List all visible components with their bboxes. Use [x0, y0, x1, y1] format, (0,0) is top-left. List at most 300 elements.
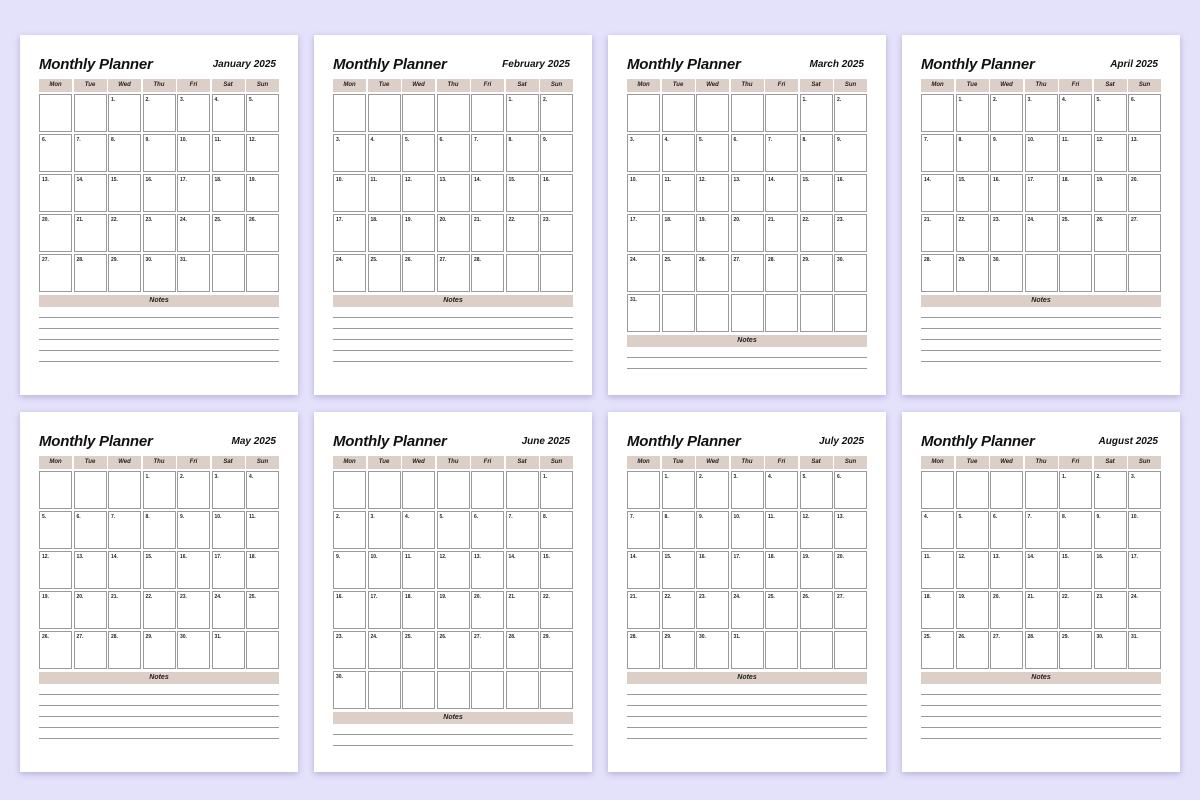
- week-row: [921, 631, 1161, 669]
- day-number: 24.: [214, 594, 222, 600]
- day-number: 7.: [474, 137, 479, 143]
- day-cell: [143, 471, 176, 509]
- week-row: [333, 671, 573, 709]
- day-cell: [540, 94, 573, 132]
- weekday-header: [627, 79, 867, 92]
- day-cell: [1094, 94, 1127, 132]
- day-number: 8.: [958, 137, 963, 143]
- day-number: 25.: [664, 257, 672, 263]
- day-cell: [662, 214, 695, 252]
- day-number: 9.: [1096, 514, 1101, 520]
- day-number: 16.: [145, 177, 153, 183]
- day-cell: [1059, 511, 1092, 549]
- day-number: 26.: [1096, 217, 1104, 223]
- day-number: 3.: [630, 137, 635, 143]
- day-number: 8.: [111, 137, 116, 143]
- day-number: 10.: [630, 177, 637, 183]
- week-row: [39, 174, 279, 212]
- day-cell: [1059, 254, 1092, 292]
- day-cell: [800, 511, 833, 549]
- week-row: [921, 591, 1161, 629]
- notes-header: Notes: [627, 335, 867, 347]
- day-number: 26.: [699, 257, 706, 263]
- day-number: 31.: [1131, 634, 1138, 640]
- day-number: 18.: [664, 217, 672, 223]
- day-number: 27.: [733, 257, 741, 263]
- day-number: 21.: [474, 217, 481, 223]
- planner-page: [902, 35, 1180, 395]
- notes-header: Notes: [39, 295, 279, 307]
- day-cell: [1059, 551, 1092, 589]
- weekday-header: [921, 456, 1161, 469]
- day-cell: [1025, 511, 1058, 549]
- day-cell: [471, 174, 504, 212]
- notes-line: [921, 716, 1161, 717]
- day-cell: [1094, 591, 1127, 629]
- weekday-header: [39, 456, 279, 469]
- day-number: 18.: [924, 594, 931, 600]
- weekday-label: Wed: [990, 79, 1023, 92]
- day-cell: [800, 214, 833, 252]
- day-cell: [731, 134, 764, 172]
- day-cell: [540, 174, 573, 212]
- planner-page: [314, 412, 592, 772]
- day-cell: [437, 471, 470, 509]
- day-number: 24.: [1131, 594, 1138, 600]
- day-number: 5.: [405, 137, 410, 143]
- day-cell: [471, 631, 504, 669]
- notes-header: Notes: [921, 295, 1161, 307]
- day-number: 17.: [180, 177, 187, 183]
- day-cell: [662, 254, 695, 292]
- day-number: 4.: [768, 474, 773, 480]
- day-number: 26.: [405, 257, 412, 263]
- day-cell: [143, 214, 176, 252]
- day-cell: [731, 631, 764, 669]
- day-number: 5.: [958, 514, 963, 520]
- day-cell: [1094, 134, 1127, 172]
- weekday-label: Mon: [333, 79, 366, 92]
- day-number: 19.: [439, 594, 447, 600]
- calendar-grid: [39, 79, 279, 362]
- week-row: [627, 631, 867, 669]
- weekday-label: Fri: [177, 79, 210, 92]
- weekday-label: Sun: [540, 456, 573, 469]
- day-cell: [921, 134, 954, 172]
- day-number: 15.: [111, 177, 118, 183]
- day-cell: [402, 254, 435, 292]
- notes-line: [627, 694, 867, 695]
- day-cell: [765, 511, 798, 549]
- day-cell: [765, 631, 798, 669]
- day-number: 23.: [1096, 594, 1104, 600]
- day-number: 17.: [214, 554, 222, 560]
- day-number: 19.: [699, 217, 706, 223]
- day-cell: [834, 94, 867, 132]
- weekday-label: Tue: [74, 79, 107, 92]
- notes-line: [627, 357, 867, 358]
- weekday-label: Wed: [402, 79, 435, 92]
- day-cell: [74, 591, 107, 629]
- notes-line: [921, 339, 1161, 340]
- day-cell: [1025, 631, 1058, 669]
- week-row: [921, 214, 1161, 252]
- day-number: 1.: [958, 97, 963, 103]
- page-title: Monthly Planner: [333, 433, 447, 450]
- weekday-label: Wed: [108, 456, 141, 469]
- day-number: 13.: [42, 177, 49, 183]
- day-cell: [402, 471, 435, 509]
- day-cell: [834, 471, 867, 509]
- day-number: 14.: [924, 177, 931, 183]
- weekday-label: Mon: [921, 79, 954, 92]
- day-number: 15.: [543, 554, 550, 560]
- planner-page: [902, 412, 1180, 772]
- weekday-label: Sat: [506, 79, 539, 92]
- day-cell: [333, 551, 366, 589]
- day-cell: [39, 174, 72, 212]
- weekday-label: Sun: [540, 79, 573, 92]
- day-number: 22.: [508, 217, 516, 223]
- day-cell: [627, 511, 660, 549]
- notes-header: Notes: [333, 295, 573, 307]
- day-cell: [956, 551, 989, 589]
- day-cell: [471, 471, 504, 509]
- day-number: 8.: [802, 137, 807, 143]
- day-number: 8.: [664, 514, 669, 520]
- day-cell: [956, 591, 989, 629]
- day-cell: [1025, 471, 1058, 509]
- day-number: 25.: [370, 257, 378, 263]
- week-row: [39, 254, 279, 292]
- weekday-label: Sun: [246, 79, 279, 92]
- day-cell: [696, 511, 729, 549]
- day-cell: [177, 471, 210, 509]
- day-cell: [540, 134, 573, 172]
- week-row: [627, 294, 867, 332]
- notes-header: Notes: [39, 672, 279, 684]
- day-number: 3.: [214, 474, 219, 480]
- day-number: 3.: [180, 97, 185, 103]
- day-number: 12.: [249, 137, 256, 143]
- day-number: 27.: [474, 634, 481, 640]
- day-cell: [921, 551, 954, 589]
- day-cell: [1059, 214, 1092, 252]
- weekday-label: Sat: [1094, 79, 1127, 92]
- day-cell: [1025, 174, 1058, 212]
- day-cell: [921, 511, 954, 549]
- day-cell: [333, 591, 366, 629]
- day-number: 21.: [508, 594, 516, 600]
- weekday-label: Wed: [696, 79, 729, 92]
- day-cell: [834, 591, 867, 629]
- day-cell: [471, 254, 504, 292]
- week-row: [921, 511, 1161, 549]
- day-cell: [212, 511, 245, 549]
- notes-line: [627, 368, 867, 369]
- day-cell: [1128, 134, 1161, 172]
- day-cell: [921, 591, 954, 629]
- day-cell: [39, 94, 72, 132]
- day-cell: [74, 94, 107, 132]
- day-number: 7.: [768, 137, 773, 143]
- page-title: Monthly Planner: [333, 56, 447, 73]
- day-cell: [540, 591, 573, 629]
- day-number: 14.: [76, 177, 84, 183]
- day-number: 1.: [145, 474, 150, 480]
- day-cell: [246, 174, 279, 212]
- day-number: 20.: [837, 554, 844, 560]
- notes-line: [627, 705, 867, 706]
- day-cell: [108, 254, 141, 292]
- day-cell: [731, 214, 764, 252]
- day-number: 2.: [699, 474, 704, 480]
- day-number: 15.: [802, 177, 810, 183]
- day-number: 1.: [508, 97, 513, 103]
- day-number: 20.: [1131, 177, 1138, 183]
- day-number: 5.: [699, 137, 704, 143]
- week-row: [333, 214, 573, 252]
- day-number: 13.: [76, 554, 84, 560]
- day-number: 6.: [993, 514, 998, 520]
- day-number: 29.: [111, 257, 118, 263]
- day-cell: [800, 94, 833, 132]
- calendar-grid: [39, 456, 279, 739]
- day-number: 15.: [145, 554, 153, 560]
- weekday-label: Mon: [39, 79, 72, 92]
- day-number: 17.: [733, 554, 741, 560]
- day-cell: [402, 631, 435, 669]
- day-cell: [627, 214, 660, 252]
- day-cell: [506, 591, 539, 629]
- day-number: 18.: [214, 177, 222, 183]
- day-cell: [333, 671, 366, 709]
- planner-page: [608, 35, 886, 395]
- day-cell: [177, 631, 210, 669]
- day-cell: [696, 631, 729, 669]
- day-number: 13.: [474, 554, 481, 560]
- day-cell: [696, 294, 729, 332]
- weekday-label: Fri: [1059, 456, 1092, 469]
- day-cell: [212, 591, 245, 629]
- day-number: 5.: [802, 474, 807, 480]
- day-number: 22.: [664, 594, 672, 600]
- day-cell: [765, 294, 798, 332]
- day-number: 25.: [924, 634, 931, 640]
- weekday-label: Mon: [333, 456, 366, 469]
- day-cell: [800, 174, 833, 212]
- day-number: 24.: [733, 594, 741, 600]
- day-cell: [368, 511, 401, 549]
- day-number: 1.: [802, 97, 807, 103]
- day-cell: [108, 591, 141, 629]
- day-number: 28.: [768, 257, 775, 263]
- day-cell: [1025, 254, 1058, 292]
- day-number: 6.: [474, 514, 479, 520]
- day-number: 21.: [111, 594, 118, 600]
- day-cell: [368, 214, 401, 252]
- month-label: August 2025: [1098, 436, 1158, 447]
- day-number: 27.: [993, 634, 1000, 640]
- week-row: [627, 511, 867, 549]
- day-number: 18.: [768, 554, 775, 560]
- weekday-label: Fri: [177, 456, 210, 469]
- weekday-label: Sun: [1128, 456, 1161, 469]
- day-cell: [696, 214, 729, 252]
- day-number: 30.: [837, 257, 844, 263]
- day-cell: [834, 631, 867, 669]
- day-cell: [765, 174, 798, 212]
- day-number: 28.: [630, 634, 637, 640]
- day-cell: [368, 94, 401, 132]
- day-cell: [143, 94, 176, 132]
- day-cell: [921, 214, 954, 252]
- day-number: 22.: [111, 217, 118, 223]
- day-cell: [108, 174, 141, 212]
- week-row: [39, 214, 279, 252]
- weekday-label: Sat: [1094, 456, 1127, 469]
- day-cell: [1094, 471, 1127, 509]
- day-number: 12.: [439, 554, 447, 560]
- day-number: 22.: [958, 217, 966, 223]
- day-number: 14.: [474, 177, 481, 183]
- day-number: 6.: [76, 514, 81, 520]
- notes-line: [39, 361, 279, 362]
- day-cell: [1059, 591, 1092, 629]
- day-cell: [1128, 94, 1161, 132]
- weekday-label: Wed: [402, 456, 435, 469]
- day-cell: [662, 94, 695, 132]
- day-cell: [246, 631, 279, 669]
- day-cell: [333, 471, 366, 509]
- notes-line: [39, 738, 279, 739]
- day-number: 11.: [405, 554, 412, 560]
- day-cell: [39, 551, 72, 589]
- day-cell: [437, 671, 470, 709]
- weekday-label: Fri: [471, 456, 504, 469]
- notes-line: [921, 694, 1161, 695]
- day-cell: [177, 174, 210, 212]
- notes-line: [921, 738, 1161, 739]
- day-cell: [834, 134, 867, 172]
- day-number: 6.: [733, 137, 738, 143]
- day-cell: [834, 294, 867, 332]
- day-cell: [956, 631, 989, 669]
- day-cell: [956, 94, 989, 132]
- day-cell: [1025, 134, 1058, 172]
- day-number: 9.: [145, 137, 150, 143]
- day-cell: [731, 174, 764, 212]
- day-number: 4.: [370, 137, 375, 143]
- day-cell: [1094, 511, 1127, 549]
- day-number: 3.: [733, 474, 738, 480]
- planner-page: [20, 412, 298, 772]
- day-cell: [1059, 631, 1092, 669]
- week-row: [333, 254, 573, 292]
- notes-line: [39, 339, 279, 340]
- week-row: [333, 174, 573, 212]
- day-cell: [627, 174, 660, 212]
- day-number: 21.: [630, 594, 637, 600]
- day-cell: [662, 551, 695, 589]
- day-cell: [108, 214, 141, 252]
- day-number: 14.: [508, 554, 516, 560]
- day-cell: [696, 471, 729, 509]
- day-number: 25.: [214, 217, 222, 223]
- day-number: 11.: [370, 177, 378, 183]
- day-number: 21.: [768, 217, 775, 223]
- day-number: 29.: [1062, 634, 1069, 640]
- day-cell: [627, 94, 660, 132]
- day-cell: [662, 174, 695, 212]
- weekday-label: Tue: [956, 79, 989, 92]
- day-number: 11.: [768, 514, 775, 520]
- weekday-label: Wed: [990, 456, 1023, 469]
- day-number: 17.: [336, 217, 343, 223]
- day-number: 17.: [1131, 554, 1138, 560]
- day-number: 1.: [1062, 474, 1067, 480]
- notes-line: [627, 738, 867, 739]
- day-cell: [246, 254, 279, 292]
- day-cell: [627, 254, 660, 292]
- day-cell: [177, 511, 210, 549]
- day-cell: [765, 471, 798, 509]
- day-cell: [540, 631, 573, 669]
- day-cell: [74, 174, 107, 212]
- week-row: [627, 94, 867, 132]
- day-number: 20.: [42, 217, 49, 223]
- day-cell: [368, 134, 401, 172]
- day-cell: [333, 174, 366, 212]
- day-cell: [143, 631, 176, 669]
- day-cell: [471, 134, 504, 172]
- day-cell: [540, 671, 573, 709]
- day-number: 16.: [1096, 554, 1104, 560]
- day-cell: [402, 591, 435, 629]
- day-number: 10.: [370, 554, 378, 560]
- day-number: 15.: [664, 554, 672, 560]
- day-cell: [834, 254, 867, 292]
- notes-line: [39, 705, 279, 706]
- day-number: 3.: [1027, 97, 1032, 103]
- day-number: 10.: [1027, 137, 1035, 143]
- day-cell: [471, 511, 504, 549]
- day-cell: [1025, 591, 1058, 629]
- day-number: 10.: [733, 514, 741, 520]
- weekday-label: Sun: [246, 456, 279, 469]
- day-cell: [177, 214, 210, 252]
- weekday-label: Fri: [471, 79, 504, 92]
- weekday-label: Sat: [800, 456, 833, 469]
- weekday-label: Sun: [834, 456, 867, 469]
- weekday-label: Tue: [662, 79, 695, 92]
- day-cell: [74, 511, 107, 549]
- day-number: 23.: [145, 217, 153, 223]
- day-number: 20.: [474, 594, 481, 600]
- day-cell: [333, 214, 366, 252]
- day-cell: [506, 254, 539, 292]
- day-cell: [177, 551, 210, 589]
- month-label: February 2025: [502, 59, 570, 70]
- day-cell: [731, 254, 764, 292]
- day-cell: [471, 214, 504, 252]
- day-cell: [956, 214, 989, 252]
- notes-line: [39, 350, 279, 351]
- day-number: 7.: [76, 137, 81, 143]
- weekday-label: Thu: [1025, 79, 1058, 92]
- day-number: 28.: [111, 634, 118, 640]
- day-cell: [333, 511, 366, 549]
